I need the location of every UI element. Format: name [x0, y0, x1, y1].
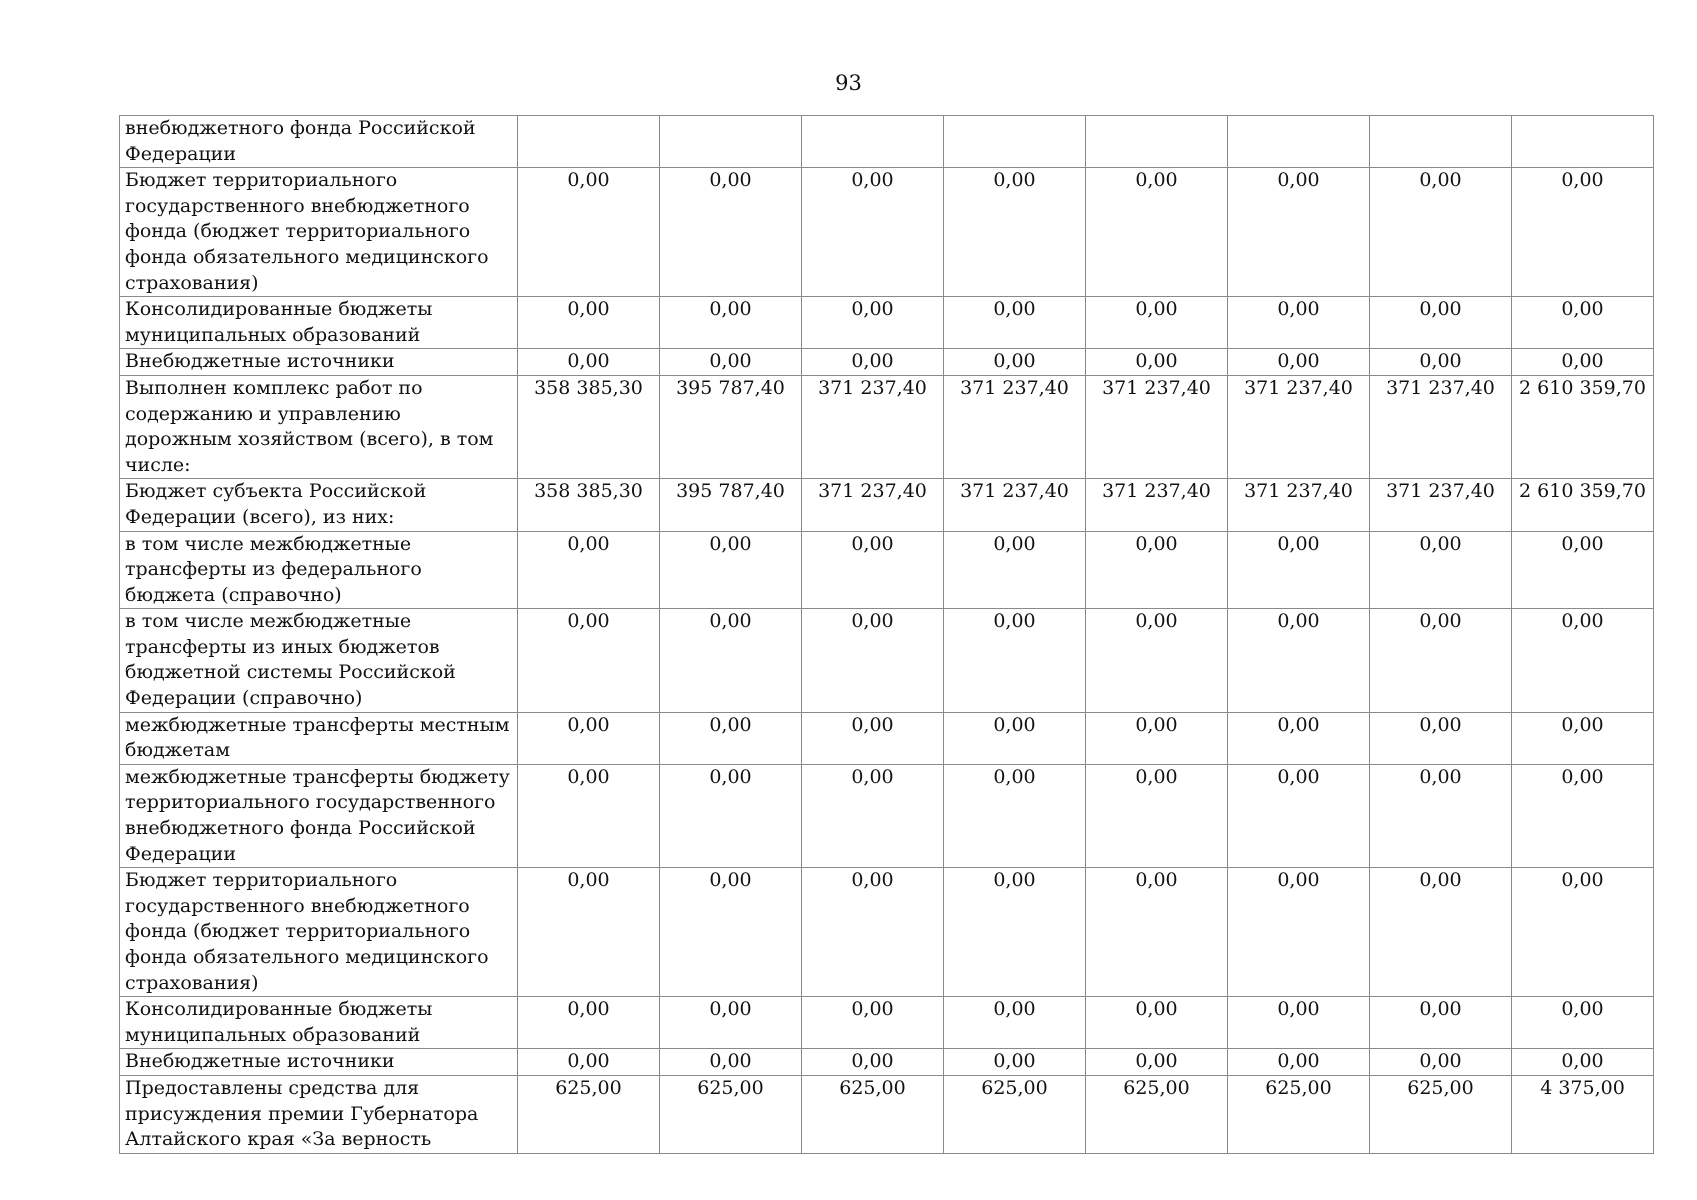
value-cell: 371 237,40 [1086, 479, 1228, 531]
table-row [120, 1075, 1654, 1153]
total-cell: 4 375,00 [1512, 1075, 1654, 1153]
value-cell: 0,00 [1086, 712, 1228, 764]
value-cell: 0,00 [802, 168, 944, 297]
value-cell: 0,00 [1228, 1049, 1370, 1076]
value-cell: 0,00 [1370, 531, 1512, 609]
value-cell: 0,00 [660, 168, 802, 297]
row-label: Бюджет субъекта Российской Федерации (всего), из них: [120, 479, 518, 531]
value-cell [1228, 116, 1370, 168]
value-cell: 0,00 [1086, 168, 1228, 297]
value-cell: 358 385,30 [518, 375, 660, 478]
total-cell: 2 610 359,70 [1512, 479, 1654, 531]
value-cell: 625,00 [802, 1075, 944, 1153]
value-cell: 625,00 [944, 1075, 1086, 1153]
value-cell: 0,00 [1086, 297, 1228, 349]
value-cell: 0,00 [944, 997, 1086, 1049]
value-cell: 0,00 [1086, 349, 1228, 376]
value-cell: 0,00 [1370, 349, 1512, 376]
budget-table [119, 115, 1654, 1154]
total-cell: 0,00 [1512, 531, 1654, 609]
total-cell: 0,00 [1512, 764, 1654, 867]
total-cell: 2 610 359,70 [1512, 375, 1654, 478]
value-cell: 371 237,40 [1228, 479, 1370, 531]
value-cell: 0,00 [802, 712, 944, 764]
row-label: Бюджет территориального государственного внебюджетного фонда (бюджет территориального фонда обязательного медицинского страхования) [120, 868, 518, 997]
value-cell: 0,00 [1228, 712, 1370, 764]
value-cell: 0,00 [518, 349, 660, 376]
value-cell: 0,00 [518, 297, 660, 349]
value-cell: 625,00 [1228, 1075, 1370, 1153]
value-cell: 0,00 [1228, 168, 1370, 297]
value-cell [1086, 116, 1228, 168]
value-cell: 0,00 [660, 712, 802, 764]
value-cell: 0,00 [1370, 297, 1512, 349]
value-cell: 0,00 [660, 297, 802, 349]
value-cell: 0,00 [518, 712, 660, 764]
value-cell: 0,00 [1086, 764, 1228, 867]
value-cell: 0,00 [1228, 764, 1370, 867]
value-cell: 0,00 [518, 868, 660, 997]
value-cell: 0,00 [802, 297, 944, 349]
table-row [120, 1049, 1654, 1076]
value-cell [660, 116, 802, 168]
value-cell: 0,00 [802, 997, 944, 1049]
row-label: межбюджетные трансферты местным бюджетам [120, 712, 518, 764]
table-row [120, 375, 1654, 478]
value-cell: 0,00 [802, 868, 944, 997]
value-cell: 0,00 [1370, 1049, 1512, 1076]
value-cell: 0,00 [518, 531, 660, 609]
value-cell [518, 116, 660, 168]
table-row [120, 764, 1654, 867]
value-cell: 0,00 [518, 609, 660, 712]
value-cell: 371 237,40 [802, 375, 944, 478]
value-cell: 371 237,40 [1370, 479, 1512, 531]
row-label: Предоставлены средства для присуждения премии Губернатора Алтайского края «За верность [120, 1075, 518, 1153]
value-cell: 0,00 [660, 868, 802, 997]
value-cell: 371 237,40 [802, 479, 944, 531]
value-cell: 0,00 [802, 349, 944, 376]
value-cell: 0,00 [802, 531, 944, 609]
table-row [120, 168, 1654, 297]
value-cell: 0,00 [518, 764, 660, 867]
row-label: Выполнен комплекс работ по содержанию и управлению дорожным хозяйством (всего), в том числе: [120, 375, 518, 478]
value-cell: 0,00 [1228, 868, 1370, 997]
table-row [120, 479, 1654, 531]
row-label: внебюджетного фонда Российской Федерации [120, 116, 518, 168]
table-row [120, 116, 1654, 168]
value-cell: 371 237,40 [944, 479, 1086, 531]
value-cell: 0,00 [944, 168, 1086, 297]
value-cell: 0,00 [802, 609, 944, 712]
table-row [120, 297, 1654, 349]
value-cell: 625,00 [660, 1075, 802, 1153]
value-cell: 0,00 [1228, 349, 1370, 376]
value-cell: 0,00 [1086, 609, 1228, 712]
value-cell: 0,00 [518, 168, 660, 297]
value-cell: 0,00 [660, 997, 802, 1049]
total-cell: 0,00 [1512, 349, 1654, 376]
table-row [120, 609, 1654, 712]
value-cell: 0,00 [1370, 997, 1512, 1049]
table-row [120, 997, 1654, 1049]
table-row [120, 349, 1654, 376]
row-label: Внебюджетные источники [120, 1049, 518, 1076]
value-cell: 625,00 [1370, 1075, 1512, 1153]
value-cell: 0,00 [802, 1049, 944, 1076]
value-cell: 0,00 [660, 1049, 802, 1076]
value-cell: 371 237,40 [1086, 375, 1228, 478]
value-cell: 395 787,40 [660, 479, 802, 531]
value-cell: 0,00 [1370, 609, 1512, 712]
value-cell: 358 385,30 [518, 479, 660, 531]
value-cell: 0,00 [1228, 531, 1370, 609]
value-cell: 625,00 [518, 1075, 660, 1153]
value-cell: 0,00 [1086, 997, 1228, 1049]
total-cell: 0,00 [1512, 997, 1654, 1049]
table-row [120, 531, 1654, 609]
value-cell: 0,00 [944, 297, 1086, 349]
value-cell: 0,00 [660, 349, 802, 376]
value-cell: 0,00 [1228, 297, 1370, 349]
table-row [120, 712, 1654, 764]
value-cell: 0,00 [944, 531, 1086, 609]
row-label: Внебюджетные источники [120, 349, 518, 376]
value-cell [802, 116, 944, 168]
value-cell: 0,00 [944, 609, 1086, 712]
value-cell: 371 237,40 [1228, 375, 1370, 478]
total-cell: 0,00 [1512, 297, 1654, 349]
value-cell: 0,00 [1086, 1049, 1228, 1076]
total-cell: 0,00 [1512, 609, 1654, 712]
value-cell: 0,00 [802, 764, 944, 867]
row-label: в том числе межбюджетные трансферты из федерального бюджета (справочно) [120, 531, 518, 609]
value-cell: 0,00 [1370, 764, 1512, 867]
value-cell: 0,00 [944, 764, 1086, 867]
value-cell: 0,00 [944, 1049, 1086, 1076]
value-cell: 0,00 [1086, 531, 1228, 609]
value-cell: 371 237,40 [1370, 375, 1512, 478]
total-cell: 0,00 [1512, 868, 1654, 997]
row-label: Консолидированные бюджеты муниципальных образований [120, 297, 518, 349]
value-cell: 0,00 [1228, 609, 1370, 712]
value-cell: 0,00 [1370, 868, 1512, 997]
value-cell [1370, 116, 1512, 168]
value-cell: 625,00 [1086, 1075, 1228, 1153]
value-cell: 395 787,40 [660, 375, 802, 478]
row-label: в том числе межбюджетные трансферты из иных бюджетов бюджетной системы Российской Федерации (справочно) [120, 609, 518, 712]
total-cell: 0,00 [1512, 712, 1654, 764]
value-cell: 0,00 [518, 1049, 660, 1076]
value-cell [944, 116, 1086, 168]
value-cell: 0,00 [660, 609, 802, 712]
budget-table-body [120, 116, 1654, 1154]
table-row [120, 868, 1654, 997]
value-cell: 0,00 [944, 868, 1086, 997]
value-cell: 0,00 [944, 712, 1086, 764]
value-cell: 0,00 [518, 997, 660, 1049]
value-cell: 0,00 [660, 531, 802, 609]
value-cell: 0,00 [1228, 997, 1370, 1049]
row-label: Консолидированные бюджеты муниципальных образований [120, 997, 518, 1049]
row-label: межбюджетные трансферты бюджету территориального государственного внебюджетного фонда Российской Федерации [120, 764, 518, 867]
value-cell: 0,00 [1370, 168, 1512, 297]
value-cell: 0,00 [1086, 868, 1228, 997]
total-cell: 0,00 [1512, 1049, 1654, 1076]
row-label: Бюджет территориального государственного внебюджетного фонда (бюджет территориального фонда обязательного медицинского страхования) [120, 168, 518, 297]
value-cell: 0,00 [1370, 712, 1512, 764]
value-cell: 0,00 [944, 349, 1086, 376]
total-cell [1512, 116, 1654, 168]
value-cell: 0,00 [660, 764, 802, 867]
value-cell: 371 237,40 [944, 375, 1086, 478]
page-number: 93 [835, 71, 862, 95]
total-cell: 0,00 [1512, 168, 1654, 297]
